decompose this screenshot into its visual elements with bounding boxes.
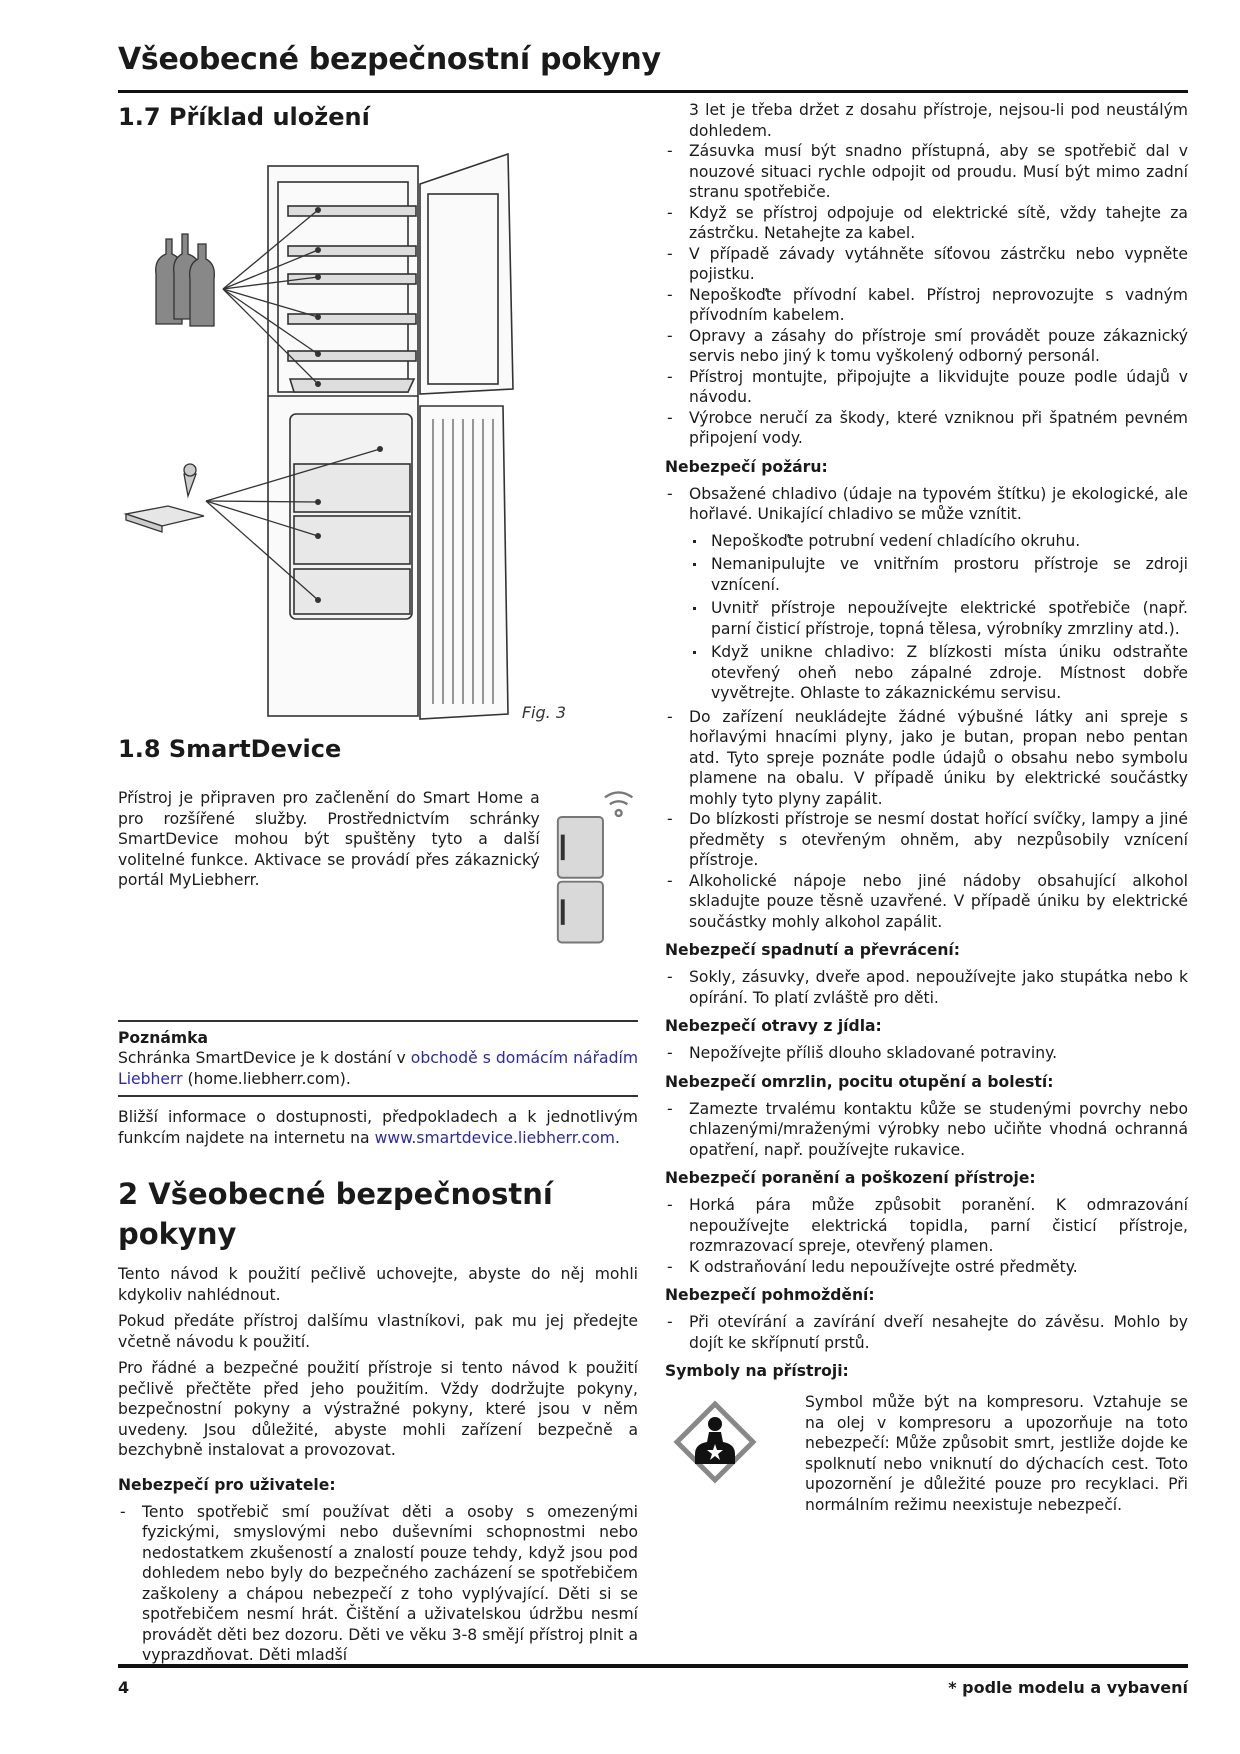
- user-danger-list-more: [665, 141, 1188, 449]
- note-text: [118, 1048, 638, 1089]
- list-item: - Zásuvka musí být snadno přístupná, aby se spotřebič dal v nouzové situaci rychle odpojit od proudu. Musí být mimo zadní stranu spotřebiče.: [665, 141, 1188, 203]
- info-text-before: Bližší informace o dostupnosti, předpokladech a k jednotlivým funkcím najdete na internetu na: [118, 1108, 638, 1147]
- symbols-heading: Symboly na přístroji:: [665, 1362, 849, 1380]
- list-item: - Když se přístroj odpojuje od elektrické sítě, vždy tahejte za zástrčku. Netahejte za kabel.: [665, 203, 1188, 244]
- section-2-paragraph: Pokud předáte přístroj dalšímu vlastníkovi, pak mu jej předejte včetně návodu k použití.: [118, 1312, 638, 1351]
- smartdevice-info: [118, 1107, 638, 1148]
- header-divider: [118, 90, 1188, 93]
- list-item: - Alkoholické nápoje nebo jiné nádoby obsahující alkohol skladujte pouze těsně uzavřené. V případě úniku by elektrické součástky mohly alkohol zapálit.: [665, 871, 1188, 933]
- page-number: 4: [118, 1678, 130, 1697]
- list-item: - Přístroj montujte, připojujte a likvidujte pouze podle údajů v návodu.: [665, 367, 1188, 408]
- sublist-item: Uvnitř přístroje nepoužívejte elektrické spotřebiče (např. parní čisticí přístroje, topná tělesa, výrobníky zmrzliny atd.).: [665, 598, 1188, 639]
- right-column: [665, 100, 1188, 1521]
- smartdevice-intro: [118, 788, 638, 956]
- info-text-after: .: [614, 1128, 620, 1147]
- list-item: - Do blízkosti přístroje se nesmí dostat hořící svíčky, lampy a jiné předměty s otevřeným ohněm, aby nezpůsobily vznícení přístroje.: [665, 809, 1188, 871]
- list-item: - Výrobce neručí za škody, které vzniknou při špatném pevném připojení vody.: [665, 408, 1188, 449]
- list-item: - Při otevírání a zavírání dveří nesahejte do závěsu. Mohlo by dojít ke skřípnutí prstů.: [665, 1312, 1188, 1353]
- list-item: - Horká pára může způsobit poranění. K odmrazování nepoužívejte elektrická topidla, parní čisticí přístroje, rozmrazovací spreje, otevřený plamen.: [665, 1195, 1188, 1257]
- frost-danger-list: [665, 1099, 1188, 1161]
- footer-note: * podle modelu a vybavení: [948, 1678, 1188, 1697]
- footer-divider: [118, 1664, 1188, 1668]
- figure-caption: Fig. 3: [521, 703, 566, 722]
- list-item: - Nepoškoďte přívodní kabel. Přístroj neprovozujte s vadným přívodním kabelem.: [665, 285, 1188, 326]
- fall-danger-list: [665, 967, 1188, 1008]
- smartdevice-body: Přístroj je připraven pro začlenění do Smart Home a pro rozšířené služby. Prostřednictvím schránky SmartDevice mohou být spuštěny tyto a další volitelné funkce. Aktivace se provádí přes zákaznický portál MyLiebherr.: [118, 789, 540, 889]
- section-1-7-heading: 1.7 Příklad uložení: [118, 103, 370, 131]
- section-2-paragraph: Pro řádné a bezpečné použití přístroje si tento návod k použití pečlivě přečtěte před jeho použitím. Vždy dodržujte pokyny, bezpečnostní pokyny a výstražné pokyny, které jsou v něm uvedeny. Jsou důležité, abyste mohli zařízení bezpečně a bezchybně instalovat a provozovat.: [118, 1359, 638, 1459]
- food-danger-list: [665, 1043, 1188, 1064]
- fridge-illustration: [118, 144, 578, 734]
- crush-danger-list: [665, 1312, 1188, 1353]
- sublist-item: Nepoškoďte potrubní vedení chladícího okruhu.: [665, 531, 1188, 552]
- note-box: [118, 1020, 638, 1097]
- section-2-paragraph: Tento návod k použití pečlivě uchovejte, abyste do něj mohli kdykoliv nahlédnout.: [118, 1265, 638, 1304]
- symbol-description: Symbol může být na kompresoru. Vztahuje se na olej v kompresoru a upozorňuje na toto nebezpečí: Může způsobit smrt, jestliže dojde ke spolknutí nebo vniknutí do dýchacích cest. Toto upozornění je důležité pouze pro recyklaci. Při normálním režimu neexistuje nebezpečí.: [805, 1393, 1188, 1514]
- liebherr-shop-link[interactable]: obchodě s domácím nářadím Liebherr: [118, 1049, 639, 1088]
- wine-bottles-icon: [156, 234, 215, 326]
- section-2-heading: 2 Všeobecné bezpečnostní pokyny: [118, 1177, 553, 1251]
- fire-danger-sublist: [665, 531, 1188, 704]
- page-footer: [118, 1664, 1188, 1697]
- page-header: [118, 38, 1188, 93]
- list-item: - Zamezte trvalému kontaktu kůže se studenými povrchy nebo chlazenými/mraženými výrobky nebo učiňte vhodná ochranná opatření, např. používejte rukavice.: [665, 1099, 1188, 1161]
- fire-danger-heading: Nebezpečí požáru:: [665, 457, 828, 476]
- list-item-text: Obsažené chladivo (údaje na typovém štítku) je ekologické, ale hořlavé. Unikající chladivo se může vznítit.: [689, 484, 1188, 523]
- crush-danger-heading: Nebezpečí pohmoždění:: [665, 1286, 875, 1304]
- page-title: Všeobecné bezpečnostní pokyny: [118, 42, 661, 77]
- frost-danger-heading: Nebezpečí omrzlin, pocitu otupění a bolestí:: [665, 1072, 1054, 1091]
- injury-danger-list: [665, 1195, 1188, 1277]
- user-danger-heading: Nebezpečí pro uživatele:: [118, 1475, 336, 1494]
- list-item-continued: 3 let je třeba držet z dosahu přístroje, nejsou-li pod neustálým dohledem.: [689, 101, 1188, 140]
- user-danger-list: [118, 1502, 638, 1666]
- smartdevice-website-link[interactable]: www.smartdevice.liebherr.com: [374, 1128, 615, 1147]
- food-danger-heading: Nebezpečí otravy z jídla:: [665, 1017, 882, 1035]
- list-item: - Nepožívejte příliš dlouho skladované potraviny.: [665, 1043, 1188, 1064]
- left-column: [118, 100, 638, 1666]
- storage-example-figure: [118, 144, 578, 734]
- injury-danger-heading: Nebezpečí poranění a poškození přístroje:: [665, 1169, 1036, 1187]
- note-text-after: (home.liebherr.com).: [182, 1069, 351, 1088]
- section-1-8-heading: 1.8 SmartDevice: [118, 735, 342, 763]
- note-title: Poznámka: [118, 1029, 208, 1047]
- list-item: - Sokly, zásuvky, dveře apod. nepoužívejte jako stupátka nebo k opírání. To platí zvláště pro děti.: [665, 967, 1188, 1008]
- health-hazard-icon: [665, 1392, 785, 1502]
- list-item: - Do zařízení neukládejte žádné výbušné látky ani spreje s hořlavými hnacími plyny, jako je butan, propan nebo pentan atd. Tyto spreje poznáte podle údajů o obsahu nebo symbolu plamene na obalu. V případě úniku by elektrické součástky mohly tyto plyny zapálit.: [665, 707, 1188, 810]
- fire-danger-list: [665, 484, 1188, 933]
- list-item: - Opravy a zásahy do přístroje smí provádět pouze zákaznický servis nebo jiný k tomu vyškolený odborný personál.: [665, 326, 1188, 367]
- list-item: - V případě závady vytáhněte síťovou zástrčku nebo vypněte pojistku.: [665, 244, 1188, 285]
- list-item: - Tento spotřebič smí používat děti a osoby s omezenými fyzickými, smyslovými nebo duševními schopnostmi nebo nedostatkem zkušeností a znalostí pouze tehdy, když jsou pod dohledem nebo byly do bezpečného zacházení se spotřebičem zaškoleny a chápou nebezpečí z toho vyplývající. Děti si se spotřebičem nesmí hrát. Čištění a uživatelskou údržbu nesmí provádět děti bez dozoru. Děti ve věku 3-8 smějí přístroj plnit a vyprazdňovat. Děti mladší: [118, 1502, 638, 1666]
- list-item: - K odstraňování ledu nepoužívejte ostré předměty.: [665, 1257, 1188, 1278]
- smart-fridge-wifi-icon: [550, 776, 638, 956]
- sublist-item: Když unikne chladivo: Z blízkosti místa úniku odstraňte otevřený oheň nebo zápalné zdroje. Místnost dobře vyvětrejte. Ohlaste to zákaznickému servisu.: [665, 642, 1188, 704]
- fall-danger-heading: Nebezpečí spadnutí a převrácení:: [665, 941, 961, 959]
- frozen-food-icon: [126, 464, 204, 532]
- symbol-row: [665, 1392, 1188, 1521]
- sublist-item: Nemanipulujte ve vnitřním prostoru přístroje se zdroji vznícení.: [665, 554, 1188, 595]
- user-danger-list-continued: [665, 100, 1188, 141]
- list-item: [665, 484, 1188, 704]
- note-text-before: Schránka SmartDevice je k dostání v: [118, 1049, 411, 1067]
